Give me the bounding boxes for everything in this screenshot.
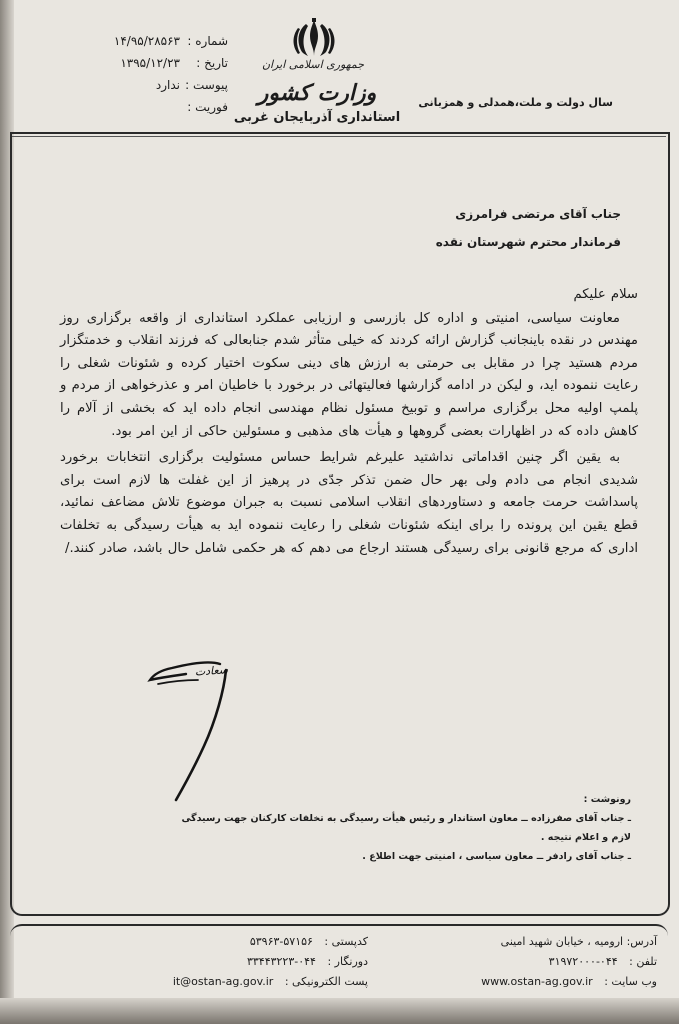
recipient-title: فرماندار محترم شهرستان نقده — [435, 235, 621, 249]
footer-fax — [128, 952, 368, 972]
letter-meta-values — [50, 30, 180, 118]
footer-address — [427, 932, 657, 952]
letter-paragraph-1: معاونت سیاسی، امنیتی و اداره کل بازرسی و ارزیابی عملکرد استانداری از واقعه برگزاری روز مهندس در نقده باینجانب گزارش ارائه کردند که خیلی متأثر شدم جنابعالی که فرزند انقلاب و خدمتگزار مردم هستید چرا در مقابل بی حرمتی به ارزش های دینی سکوت اختیار کرده و شئونات شغلی را رعایت ننموده اید، و لیکن در ادامه گزارشها فعالیتهائی در برخورد با خاطیان امر و عذرخواهی از مردم و پلمپ اولیه محل برگزاری مراسم و توبیخ مسئول نظام مهندسی انجام داده اید که بخشی از آلام را کاهش داده که در اظهارات بعضی گروهها و هیأت های مذهبی و مسئولین حاکی از این امر بود. — [60, 310, 638, 439]
fax-value: ۰۴۴-۳۳۴۴۳۲۲۳ — [246, 955, 316, 968]
recipient-name: جناب آقای مرتضی فرامرزی — [455, 207, 621, 221]
meta-attachment-value: ندارد — [155, 78, 180, 92]
postal-label: کدپستی : — [324, 935, 368, 948]
government-name: جمهوری اسلامی ایران — [261, 58, 365, 71]
footer-contact-left — [128, 932, 368, 992]
cc-item-1: ـ جناب آقای صفرزاده ــ معاون استاندار و رئیس هیأت رسیدگی به تخلفات کارکنان جهت رسیدگی لازم و اعلام نتیجه . — [181, 813, 631, 843]
meta-number-value: ۱۴/۹۵/۲۸۵۶۳ — [113, 34, 180, 48]
email-label: پست الکترونیکی : — [284, 975, 368, 988]
meta-date-value: ۱۳۹۵/۱۲/۲۳ — [120, 56, 180, 70]
phone-label: تلفن : — [629, 955, 657, 968]
meta-date-label: تاریخ : — [196, 56, 228, 70]
footer-postal — [128, 932, 368, 952]
meta-attachment-label: پیوست : — [185, 78, 228, 92]
postal-value: ۵۷۱۵۶-۵۳۹۶۳ — [249, 935, 313, 948]
meta-urgency-label: فوریت : — [187, 100, 228, 114]
address-label: آدرس: — [626, 935, 657, 948]
footer-website — [427, 972, 657, 992]
footer-contact-right — [427, 932, 657, 992]
footer-phone — [427, 952, 657, 972]
fax-label: دورنگار : — [327, 955, 368, 968]
letter-greeting: سلام علیکم — [573, 287, 638, 302]
page-shadow-bottom — [0, 998, 679, 1024]
cc-heading: رونوشت : — [583, 794, 631, 805]
phone-value: ۰۴۴-۳۱۹۷۲۰۰۰ — [548, 955, 618, 968]
meta-urgency-value — [50, 96, 180, 118]
iran-emblem-icon — [288, 16, 340, 60]
ministry-name: وزارت کشور — [257, 80, 377, 106]
website-link[interactable]: www.ostan-ag.gov.ir — [481, 975, 593, 988]
signature-text: سعادت — [194, 663, 229, 679]
address-value: ارومیه ، خیابان شهید امینی — [500, 935, 624, 948]
year-motto: سال دولت و ملت،همدلی و همزبانی — [418, 96, 613, 109]
governorate-name: استانداری آذربایجان غربی — [233, 110, 401, 125]
copies-to — [161, 790, 631, 866]
email-link[interactable]: it@ostan-ag.gov.ir — [172, 975, 274, 988]
cc-item-2: ـ جناب آقای رادفر ــ معاون سیاسی ، امنیتی جهت اطلاع . — [362, 851, 631, 862]
recipient-block — [436, 200, 621, 256]
footer-email — [128, 972, 368, 992]
letter-paragraph-2: به یقین اگر چنین اقداماتی نداشتید علیرغم شرایط حساس مسئولیت برگزاری انتخابات برخورد شدیدی انجام می دادم ولی بهر حال ضمن تذکر جدّی در پرهیز از این غفلت ها لازم است برای پاسداشت حرمت جامعه و دستاوردهای انقلاب اسلامی نسبت به جبران موضوع تلاش مضاعف نمائید، قطع یقین این پرونده را برای اینکه شئونات شغلی را رعایت ننموده اید به هیأت رسیدگی به تخلفات اداری که مرجع قانونی برای رسیدگی هستند ارجاع می دهم که هر حکمی شامل حال باشد، صادر کنند./ — [60, 450, 638, 556]
website-label: وب سایت : — [604, 975, 657, 988]
letter-body — [60, 284, 638, 560]
meta-number-label: شماره : — [187, 34, 228, 48]
